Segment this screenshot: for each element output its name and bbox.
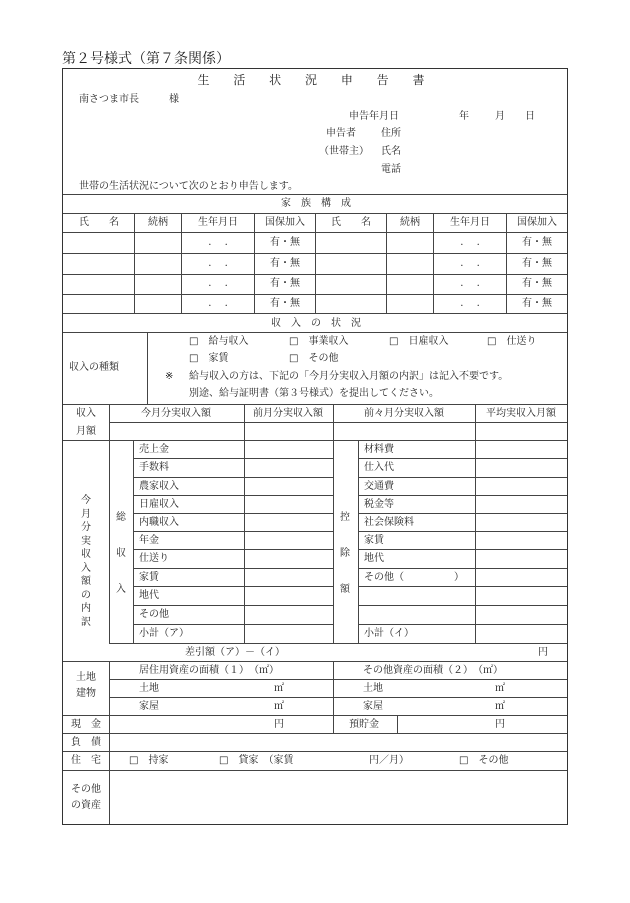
family-insurance-choice[interactable]: 有・無 — [522, 298, 552, 309]
cash-label: 現 金 — [71, 719, 101, 730]
family-col-name: 氏 名 — [331, 217, 371, 228]
family-birthdate-field[interactable]: . . — [460, 298, 480, 309]
own-house-checkbox[interactable]: □ 持家 — [129, 755, 169, 766]
deduction-vertical-label: 控除額 — [340, 512, 350, 595]
family-birthdate-field[interactable]: . . — [208, 258, 228, 269]
deduction-item: 仕入代 — [364, 462, 394, 473]
difference-label: 差引額（ア）－（イ） — [185, 647, 285, 658]
other-area-label: その他資産の面積（２） （㎡） — [363, 665, 503, 676]
address-label: 住所 — [381, 128, 401, 139]
statement-text: 世帯の生活状況について次のとおり申告します。 — [79, 181, 298, 192]
monthly-income-label: 収入 — [76, 408, 96, 419]
two-months-ago-col: 前々月分実収入額 — [364, 408, 444, 419]
household-head-label: （世帯主） — [319, 146, 369, 157]
income-type-label: 収入の種類 — [69, 362, 119, 373]
savings-label: 預貯金 — [349, 719, 379, 730]
previous-month-col: 前月分実収入額 — [253, 408, 323, 419]
family-insurance-choice[interactable]: 有・無 — [522, 237, 552, 248]
other-assets-label: その他 — [71, 784, 101, 795]
gross-item: 家賃 — [139, 572, 159, 583]
gross-item: 年金 — [139, 535, 159, 546]
remittance-income-checkbox[interactable]: □ 仕送り — [487, 336, 537, 347]
house-label: 家屋 — [139, 701, 159, 712]
monthly-income-label: 月額 — [76, 426, 96, 437]
day-labor-income-checkbox[interactable]: □ 日雇収入 — [389, 336, 449, 347]
year-label: 年 — [459, 111, 469, 122]
sqm-unit: ㎡ — [274, 701, 284, 712]
savings-yen: 円 — [495, 719, 505, 730]
deduction-subtotal: 小計（イ） — [364, 628, 414, 639]
gross-item: 仕送り — [139, 553, 169, 564]
phone-label: 電話 — [381, 164, 401, 175]
family-birthdate-field[interactable]: . . — [208, 278, 228, 289]
family-section-title: 家 族 構 成 — [281, 198, 351, 209]
deduction-item: 税金等 — [364, 499, 394, 510]
family-birthdate-field[interactable]: . . — [460, 278, 480, 289]
family-insurance-choice[interactable]: 有・無 — [270, 298, 300, 309]
family-insurance-choice[interactable]: 有・無 — [522, 278, 552, 289]
gross-income-vertical-label: 総収入 — [116, 512, 126, 595]
gross-item: 手数料 — [139, 462, 169, 473]
form-title: 生 活 状 況 申 告 書 — [197, 73, 435, 87]
rent-income-checkbox[interactable]: □ 家賃 — [189, 353, 229, 364]
gross-item: 地代 — [139, 590, 159, 601]
family-col-birthdate: 生年月日 — [450, 217, 490, 228]
rented-house-checkbox[interactable]: □ 貸家 （家賃 — [219, 755, 294, 766]
deduction-item: 地代 — [364, 553, 384, 564]
land-label: 土地 — [139, 683, 159, 694]
sqm-unit: ㎡ — [274, 683, 284, 694]
note-line-2: 別途、給与証明書（第３号様式）を提出してください。 — [189, 388, 439, 399]
salary-income-checkbox[interactable]: □ 給与収入 — [189, 336, 249, 347]
deduction-item: 家賃 — [364, 535, 384, 546]
other-assets-label: の資産 — [71, 800, 101, 811]
residential-area-label: 居住用資産の面積（１） （㎡） — [139, 665, 279, 676]
business-income-checkbox[interactable]: □ 事業収入 — [289, 336, 349, 347]
gross-item: 内職収入 — [139, 517, 179, 528]
other-housing-checkbox[interactable]: □ その他 — [459, 755, 509, 766]
form-number-label: 第２号様式（第７条関係） — [62, 51, 230, 67]
application-form — [62, 68, 568, 825]
family-insurance-choice[interactable]: 有・無 — [270, 237, 300, 248]
family-birthdate-field[interactable]: . . — [460, 258, 480, 269]
land-building-label: 土地 — [76, 672, 96, 683]
other-income-checkbox[interactable]: □ その他 — [289, 353, 339, 364]
house-label: 家屋 — [363, 701, 383, 712]
deduction-item: 社会保険料 — [364, 517, 414, 528]
housing-label: 住 宅 — [71, 755, 101, 766]
family-birthdate-field[interactable]: . . — [208, 237, 228, 248]
average-monthly-col: 平均実収入月額 — [486, 408, 556, 419]
deduction-item: 材料費 — [364, 444, 394, 455]
family-insurance-choice[interactable]: 有・無 — [270, 258, 300, 269]
deduction-item: 交通費 — [364, 481, 394, 492]
family-col-relation: 続柄 — [400, 217, 420, 228]
addressee: 南さつま市長 様 — [79, 94, 179, 105]
land-building-label: 建物 — [76, 688, 96, 699]
income-section-title: 収 入 の 状 況 — [271, 318, 361, 329]
difference-yen: 円 — [538, 647, 548, 658]
family-insurance-choice[interactable]: 有・無 — [522, 258, 552, 269]
rent-unit-label: 円／月） — [369, 755, 409, 766]
note-line-1: 給与収入の方は、下記の「今月分実収入月額の内訳」は記入不要です。 — [189, 371, 509, 382]
family-col-name: 氏 名 — [79, 217, 119, 228]
family-insurance-choice[interactable]: 有・無 — [270, 278, 300, 289]
cash-yen: 円 — [274, 719, 284, 730]
month-label: 月 — [495, 111, 505, 122]
gross-item: 売上金 — [139, 444, 169, 455]
current-month-col: 今月分実収入額 — [141, 408, 211, 419]
debt-label: 負 債 — [71, 737, 101, 748]
gross-item: 農家収入 — [139, 481, 179, 492]
family-col-insurance: 国保加入 — [265, 217, 305, 228]
gross-subtotal: 小計（ア） — [139, 628, 189, 639]
note-mark: ※ — [165, 371, 174, 382]
sqm-unit: ㎡ — [495, 683, 505, 694]
family-col-relation: 続柄 — [148, 217, 168, 228]
date-label: 申告年月日 — [349, 111, 399, 122]
family-col-insurance: 国保加入 — [517, 217, 557, 228]
land-label: 土地 — [363, 683, 383, 694]
family-birthdate-field[interactable]: . . — [460, 237, 480, 248]
sqm-unit: ㎡ — [495, 701, 505, 712]
family-birthdate-field[interactable]: . . — [208, 298, 228, 309]
family-col-birthdate: 生年月日 — [198, 217, 238, 228]
breakdown-vertical-label: 今月分実収入額の内訳 — [81, 495, 91, 628]
deduction-item: その他（ ） — [364, 572, 464, 583]
gross-item: その他 — [139, 609, 169, 620]
gross-item: 日雇収入 — [139, 499, 179, 510]
day-label: 日 — [525, 111, 535, 122]
applicant-label: 申告者 — [326, 128, 356, 139]
name-label: 氏名 — [381, 146, 401, 157]
